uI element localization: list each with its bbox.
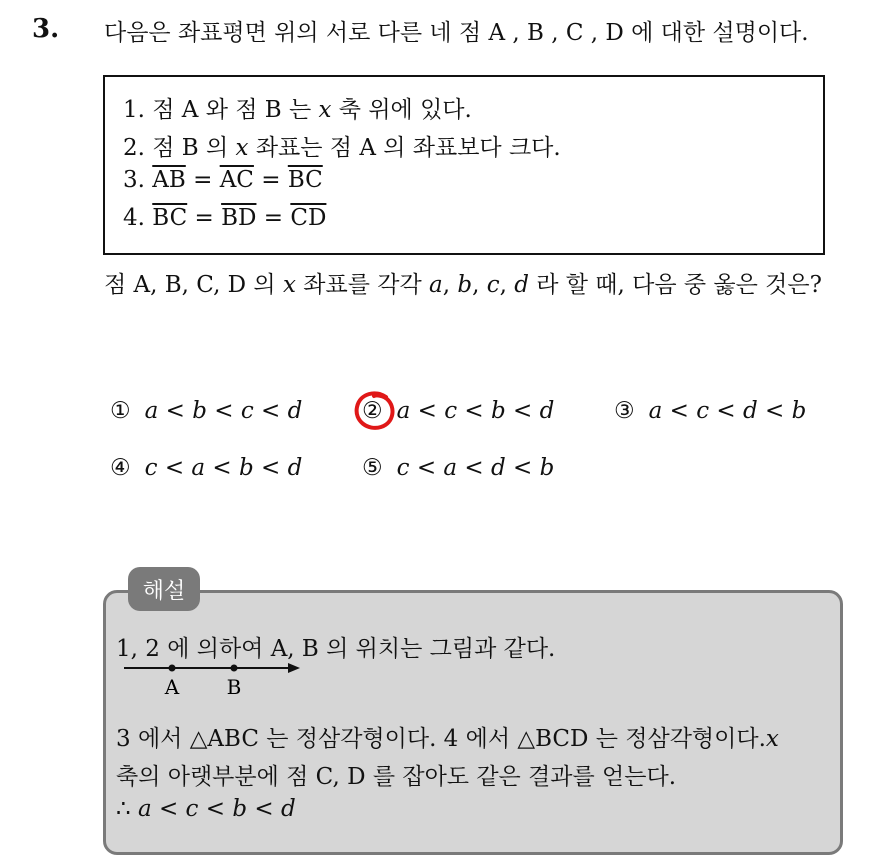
choice-expression: c < a < d < b [396,455,555,481]
choice-1[interactable] [110,398,302,424]
therefore-symbol: ∴ [116,796,131,822]
ask-comma: , [499,272,515,298]
choice-3[interactable] [614,398,806,424]
condition-4-prefix: 4. [123,205,153,231]
condition-1-suffix: 축 위에 있다. [331,97,472,123]
condition-1-var: x [318,97,332,123]
choice-expression: a < c < b < d [396,398,555,424]
condition-2-var: x [235,135,249,161]
choice-number: ① [110,398,131,424]
segment-ac: $\overline{AC}$ [219,167,254,193]
choice-number: ③ [614,398,635,424]
point-a-label: A [164,675,180,699]
ask-text-2: 좌표를 각각 [295,272,429,298]
choice-4[interactable] [110,455,302,481]
solution-line-1: 1, 2 에 의하여 A, B 의 위치는 그림과 같다. [116,636,556,662]
arrowhead-icon [288,663,300,673]
answer-expression: a < c < b < d [137,796,296,822]
solution-conclusion [116,796,296,822]
condition-3 [123,167,323,193]
condition-2-prefix: 2. 점 B 의 [123,135,236,161]
equals-sign: = [256,205,291,231]
question-stem: 다음은 좌표평면 위의 서로 다른 네 점 A , B , C , D 에 대한 설명이다. [104,20,809,46]
ask-comma: , [472,272,487,298]
condition-1 [123,91,472,124]
condition-2 [123,129,561,162]
condition-2-suffix: 좌표는 점 A 의 좌표보다 크다. [248,135,561,161]
choice-number: ⑤ [362,455,383,481]
ask-text-3: 라 할 때, 다음 중 옳은 것은? [528,272,822,298]
ask-var-d: d [514,272,529,298]
ask-var-b: b [457,272,473,298]
segment-cd: $\overline{CD}$ [290,205,327,231]
ask-var-c: c [486,272,500,298]
equals-sign: = [187,205,222,231]
choice-5[interactable] [362,455,554,481]
equals-sign: = [253,167,288,193]
point-b-label: B [226,675,242,699]
ask-var-x: x [282,272,296,298]
condition-4 [123,205,326,231]
condition-3-prefix: 3. [123,167,153,193]
segment-bc: $\overline{BC}$ [287,167,323,193]
segment-bd: $\overline{BD}$ [221,205,257,231]
choice-expression: a < c < d < b [648,398,807,424]
ask-var-a: a [428,272,443,298]
segment-bc: $\overline{BC}$ [152,205,188,231]
solution-tag: 해설 [128,567,200,611]
number-line-figure [124,656,308,702]
solution-line-3 [116,720,779,753]
choice-expression: c < a < b < d [144,455,303,481]
equals-sign: = [185,167,220,193]
solution-line-3-text: 3 에서 △ABC 는 정삼각형이다. 4 에서 △BCD 는 정삼각형이다. [116,726,766,752]
choice-number: ④ [110,455,131,481]
segment-ab: $\overline{AB}$ [152,167,186,193]
answer-circle-stroke [357,393,393,428]
choice-number: ② [362,398,383,424]
solution-line-3-var: x [765,726,779,752]
choice-expression: a < b < c < d [144,398,303,424]
ask-comma: , [442,272,458,298]
solution-line-4: 축의 아랫부분에 점 C, D 를 잡아도 같은 결과를 얻는다. [116,764,677,790]
point-b-dot [231,665,238,672]
condition-1-prefix: 1. 점 A 와 점 B 는 [123,97,319,123]
question-number: 3. [32,14,60,44]
ask-text-1: 점 A, B, C, D 의 [104,272,283,298]
conditions-box [103,75,825,255]
question-ask [104,266,864,304]
point-a-dot [169,665,176,672]
answer-circle-mark [352,389,398,433]
